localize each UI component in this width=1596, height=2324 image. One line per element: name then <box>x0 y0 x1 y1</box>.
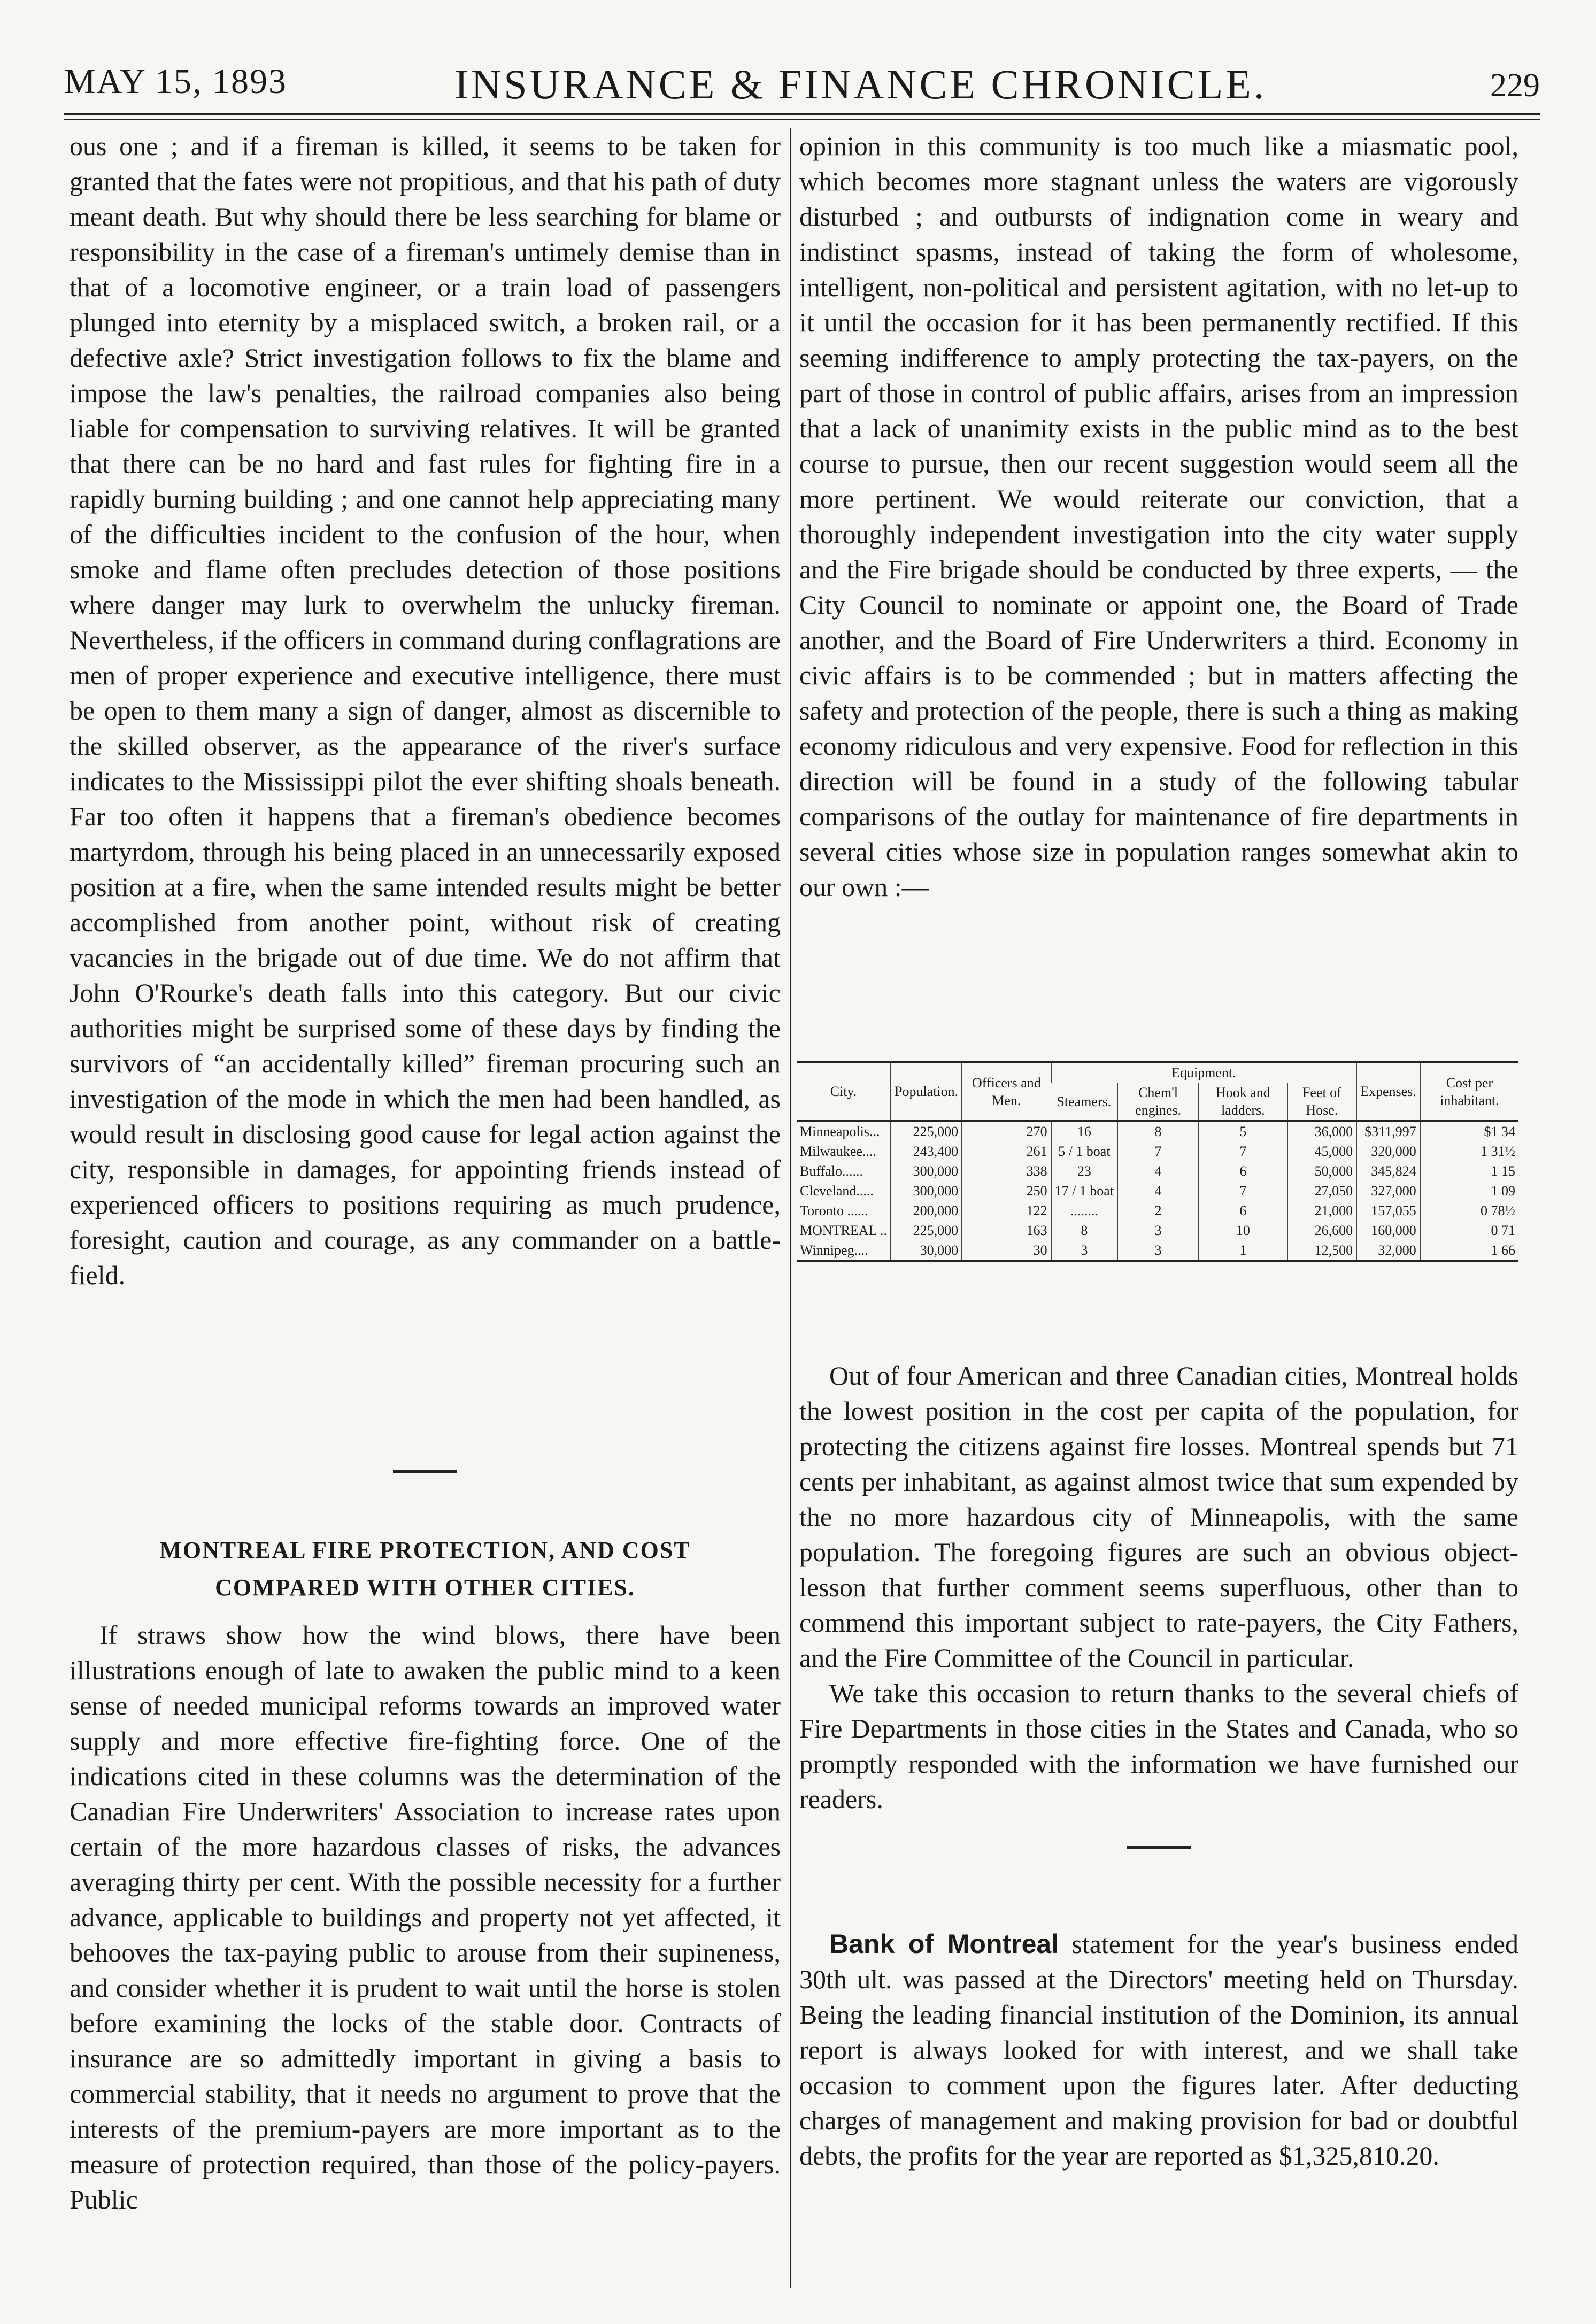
cell-population: 225,000 <box>891 1221 962 1240</box>
cell-expenses: 32,000 <box>1356 1240 1420 1261</box>
cell-hose: 45,000 <box>1287 1141 1356 1161</box>
cell-city: Toronto ...... <box>800 1203 868 1218</box>
cell-cost: 1 31½ <box>1420 1141 1518 1161</box>
issue-date: MAY 15, 1893 <box>64 62 288 101</box>
cell-chemical: 4 <box>1117 1161 1199 1181</box>
cell-hose: 12,500 <box>1287 1240 1356 1261</box>
cell-expenses: 345,824 <box>1356 1161 1420 1181</box>
col-population: Population. <box>891 1062 962 1121</box>
cell-steamers: 8 <box>1051 1221 1118 1240</box>
cell-hook: 6 <box>1199 1161 1287 1181</box>
cell-expenses: 160,000 <box>1356 1221 1420 1240</box>
cell-city: Milwaukee.... <box>800 1144 876 1159</box>
col-hook: Hook and ladders. <box>1199 1083 1287 1121</box>
heading-line-1: MONTREAL FIRE PROTECTION, AND COST <box>159 1537 691 1563</box>
cell-hook: 7 <box>1199 1141 1287 1161</box>
cell-population: 300,000 <box>891 1181 962 1201</box>
cell-population: 225,000 <box>891 1121 962 1142</box>
cell-cost: 0 71 <box>1420 1221 1518 1240</box>
bank-paragraph <box>799 1926 1518 2173</box>
cell-hose: 21,000 <box>1287 1201 1356 1221</box>
montreal-article-paragraph: If straws show how the wind blows, there have been illustrations enough of late to awaken the public mind to a keen sense of needed municipal reforms towards an improved water supply and more effective fire-fighting force. One of the indications cited in these columns was the determination of the Canadian Fire Underwriters' Association to increase rates upon certain of the more hazardous classes of risks, the advances averaging thirty per cent. With the possible necessity for a further advance, applicable to buildings and property not yet affected, it behooves the tax-paying public to arouse from their supineness, and consider whether it is prudent to wait until the horse is stolen before examining the locks of the stable door. Contracts of insurance are so admittedly important in giving a basis to commercial stability, that it needs no argument to prove that the interests of the premium-payers are more important as to the measure of protection required, than those of the policy-payers. Public <box>70 1620 781 2214</box>
cell-population: 30,000 <box>891 1240 962 1261</box>
cell-expenses: $311,997 <box>1356 1121 1420 1142</box>
cell-city: Winnipeg.... <box>800 1242 868 1258</box>
cell-chemical: 2 <box>1117 1201 1199 1221</box>
cell-chemical: 3 <box>1117 1221 1199 1240</box>
page-header <box>64 51 1540 110</box>
col-cost: Cost per inhabitant. <box>1420 1062 1518 1121</box>
column-divider <box>790 128 791 2288</box>
right-column-text <box>799 128 1518 905</box>
cell-officers: 270 <box>962 1121 1051 1142</box>
col-equipment: Equipment. <box>1051 1062 1357 1083</box>
table-row <box>797 1161 1518 1181</box>
article-continuation: ous one ; and if a fireman is killed, it seems to be taken for granted that the fates were not propitious, and that his path of duty meant death. But why should there be less searching for blame or responsibility in the case of a fireman's untimely demise than in that of a locomotive engineer, or a train load of passengers plunged into eternity by a misplaced switch, a broken rail, or a defective axle? Strict investigation follows to fix the blame and impose the law's penalties, the railroad companies also being liable for compensation to surviving relatives. It will be granted that there can be no hard and fast rules for fighting fire in a rapidly burning building ; and one cannot help appreciating many of the difficulties incident to the confusion of the hour, when smoke and flame often precludes detection of those positions where danger may lurk to overwhelm the unlucky fireman. Nevertheless, if the officers in command during conflagrations are men of proper experience and executive intelligence, there must be open to them many a sign of danger, almost as discernible to the skilled observer, as the appearance of the river's surface indicates to the Mississippi pilot the ever shifting shoals beneath. Far too often it happens that a fireman's obedience becomes martyrdom, through his being placed in an unnecessarily exposed position at a fire, when the same intended results might be better accomplished from another point, without risk of creating vacancies in the brigade out of due time. We do not affirm that John O'Rourke's death falls into this category. But our civic authorities might be surprised some of these days by finding the survivors of “an accidentally killed” fireman procuring such an investigation of the mode in which the men had been handled, as would result in disclosing good cause for legal action against the city, responsible in damages, for appointing friends instead of experienced officers to positions requiring as much prudence, foresight, caution and courage, as any commander on a battle-field. <box>70 131 781 1290</box>
table-row <box>797 1121 1518 1142</box>
separator-rule <box>393 1470 457 1473</box>
col-expenses: Expenses. <box>1356 1062 1420 1121</box>
cell-population: 200,000 <box>891 1201 962 1221</box>
right-column-lower <box>799 1358 1518 2173</box>
article-heading <box>70 1532 781 1607</box>
header-rule-bottom <box>64 119 1540 120</box>
cell-city: Minneapolis... <box>800 1124 880 1139</box>
cell-expenses: 157,055 <box>1356 1201 1420 1221</box>
fire-department-table <box>797 1061 1518 1262</box>
col-hose: Feet of Hose. <box>1287 1083 1356 1121</box>
cell-hook: 1 <box>1199 1240 1287 1261</box>
cell-officers: 338 <box>962 1161 1051 1181</box>
table-row <box>797 1240 1518 1261</box>
page-number: 229 <box>1490 67 1540 104</box>
cell-city: Cleveland..... <box>800 1183 874 1199</box>
cell-steamers: 16 <box>1051 1121 1118 1142</box>
header-rule-top <box>64 113 1540 115</box>
cell-hose: 36,000 <box>1287 1121 1356 1142</box>
table-row <box>797 1181 1518 1201</box>
cell-chemical: 3 <box>1117 1240 1199 1261</box>
separator-wrap <box>799 1817 1518 1894</box>
section-separator-left <box>70 1470 781 1473</box>
cell-steamers: 17 / 1 boat <box>1051 1181 1118 1201</box>
cell-steamers: ........ <box>1051 1201 1118 1221</box>
cell-officers: 250 <box>962 1181 1051 1201</box>
heading-line-2: COMPARED WITH OTHER CITIES. <box>215 1574 635 1601</box>
cell-expenses: 320,000 <box>1356 1141 1420 1161</box>
article-continuation-right: opinion in this community is too much like a miasmatic pool, which becomes more stagnant unless the waters are vigorously disturbed ; and outbursts of indignation come in weary and indistinct spasms, instead of taking the form of wholesome, intelligent, non-political and persistent agitation, with no let-up to it until the occasion for it has been permanently rectified. If this seeming indifference to amply protecting the tax-payers, on the part of those in control of public affairs, arises from an impression that a lack of unanimity exists in the public mind as to the best course to pursue, then our recent suggestion would seem all the more pertinent. We would reiterate our conviction, that a thoroughly independent investigation into the city water supply and the Fire brigade should be conducted by three experts, — the City Council to nominate or appoint one, the Board of Trade another, and the Board of Fire Underwriters a third. Economy in civic affairs is to be commended ; but in matters affecting the safety and protection of the people, there is such a thing as making economy ridiculous and very expensive. Food for reflection in this direction will be found in a study of the following tabular comparisons of the outlay for maintenance of fire departments in several cities whose size in population ranges somewhat akin to our own :— <box>799 131 1518 902</box>
cell-officers: 122 <box>962 1201 1051 1221</box>
table-row <box>797 1141 1518 1161</box>
cell-cost: $1 34 <box>1420 1121 1518 1142</box>
cell-population: 243,400 <box>891 1141 962 1161</box>
cell-officers: 163 <box>962 1221 1051 1240</box>
comparison-paragraph: Out of four American and three Canadian cities, Montreal holds the lowest position in the cost per capita of the population, for protecting the citizens against fire losses. Montreal spends but 71 cents per inhabitant, as against almost twice that sum expended by the no more hazardous city of Minneapolis, with the same population. The foregoing figures are such an obvious object-lesson that further comment seems superfluous, other than to commend this important subject to rate-payers, the City Fathers, and the Fire Committee of the Council in particular. <box>799 1361 1518 1673</box>
bank-text: statement for the year's business ended 30th ult. was passed at the Directors' meeting held on Thursday. Being the leading financial institution of the Dominion, its annual report is always looked for with interest, and we shall take occasion to comment upon the figures later. After deducting charges of management and making provision for bad or doubtful debts, the profits for the year are reported as $1,325,810.20. <box>799 1929 1518 2171</box>
cell-cost: 0 78½ <box>1420 1201 1518 1221</box>
left-column-text <box>70 128 781 1293</box>
col-city: City. <box>830 1084 857 1099</box>
cell-hook: 6 <box>1199 1201 1287 1221</box>
montreal-article-text <box>70 1617 781 2217</box>
table-row <box>797 1221 1518 1240</box>
separator-rule-right <box>1127 1846 1191 1849</box>
cell-hose: 26,600 <box>1287 1221 1356 1240</box>
cell-chemical: 7 <box>1117 1141 1199 1161</box>
cell-steamers: 23 <box>1051 1161 1118 1181</box>
cell-expenses: 327,000 <box>1356 1181 1420 1201</box>
cell-cost: 1 09 <box>1420 1181 1518 1201</box>
cell-population: 300,000 <box>891 1161 962 1181</box>
bank-name: Bank of Montreal <box>829 1929 1059 1959</box>
col-chemical: Chem'l engines. <box>1117 1083 1199 1121</box>
cell-cost: 1 15 <box>1420 1161 1518 1181</box>
cell-city: MONTREAL .. <box>800 1223 887 1238</box>
col-steamers: Steamers. <box>1057 1093 1112 1109</box>
cell-hose: 27,050 <box>1287 1181 1356 1201</box>
cell-officers: 30 <box>962 1240 1051 1261</box>
cell-officers: 261 <box>962 1141 1051 1161</box>
table-body <box>797 1121 1518 1261</box>
cell-hook: 7 <box>1199 1181 1287 1201</box>
table-row <box>797 1201 1518 1221</box>
publication-title: INSURANCE & FINANCE CHRONICLE. <box>454 61 1267 107</box>
cell-city: Buffalo...... <box>800 1163 863 1179</box>
thanks-paragraph: We take this occasion to return thanks to the several chiefs of Fire Departments in those cities in the States and Canada, who so promptly responded with the information we have furnished our readers. <box>799 1678 1518 1814</box>
cell-hook: 5 <box>1199 1121 1287 1142</box>
cell-steamers: 5 / 1 boat <box>1051 1141 1118 1161</box>
cell-steamers: 3 <box>1051 1240 1118 1261</box>
col-officers: Officers and Men. <box>962 1062 1051 1121</box>
cell-chemical: 8 <box>1117 1121 1199 1142</box>
cell-cost: 1 66 <box>1420 1240 1518 1261</box>
cell-hose: 50,000 <box>1287 1161 1356 1181</box>
cell-hook: 10 <box>1199 1221 1287 1240</box>
cell-chemical: 4 <box>1117 1181 1199 1201</box>
